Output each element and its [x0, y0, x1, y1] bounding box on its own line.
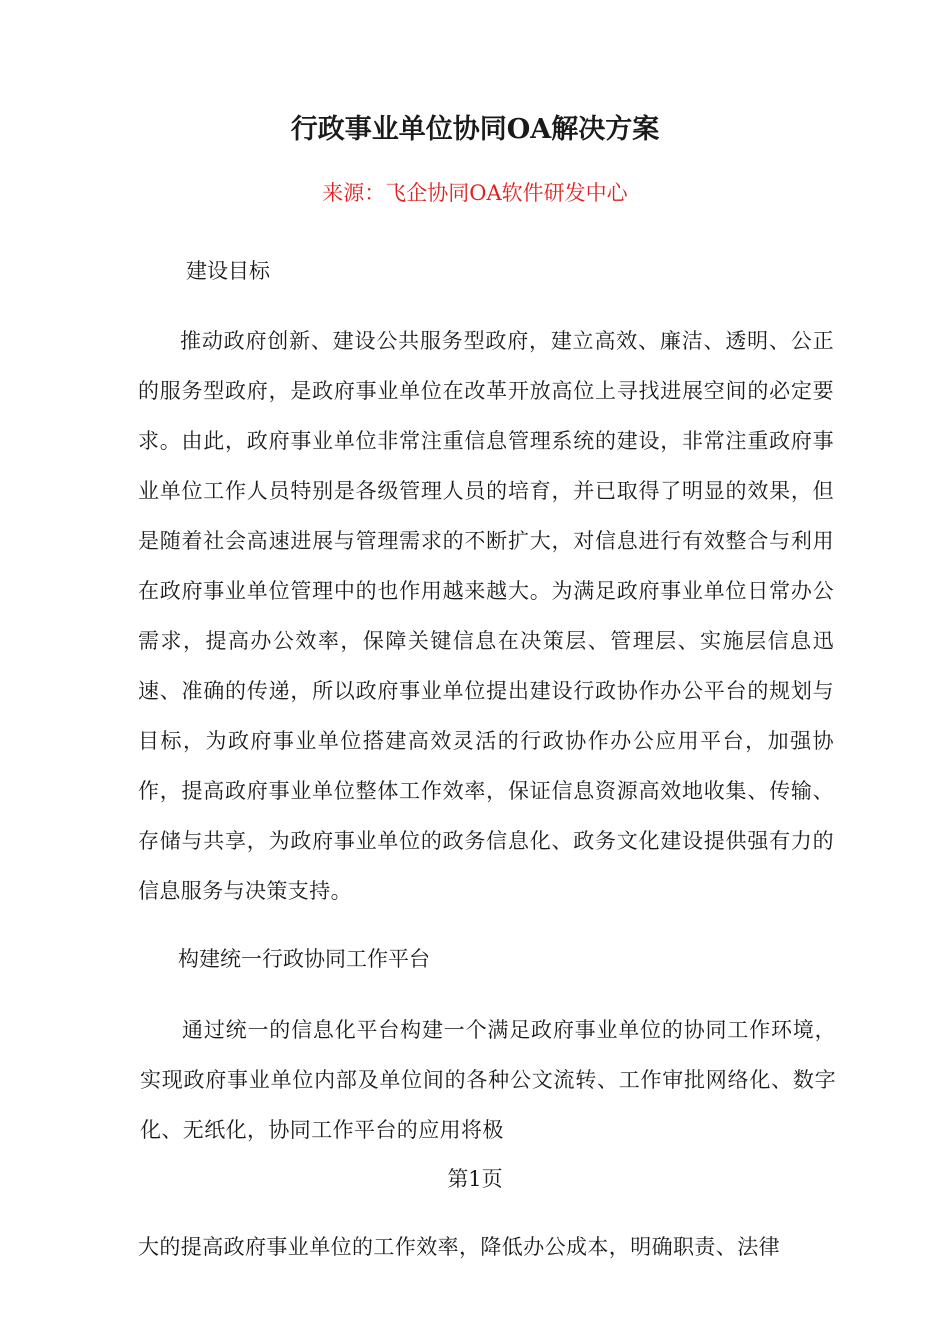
section-body-platform: 通过统一的信息化平台构建一个满足政府事业单位的协同工作环境，实现政府事业单位内部及单位间的各种公文流转、工作审批网络化、数字化、无纸化，协同工作平台的应用将极	[140, 1018, 836, 1142]
document-source: 来源：飞企协同OA软件研发中心	[322, 181, 628, 205]
section-heading-platform: 构建统一行政协同工作平台	[178, 947, 430, 971]
next-page-text: 大的提高政府事业单位的工作效率，降低办公成本，明确职责、法律	[138, 1235, 780, 1259]
section-heading-goals: 建设目标	[186, 259, 270, 283]
page-number: 第1页	[447, 1167, 503, 1191]
section-body-goals: 推动政府创新、建设公共服务型政府，建立高效、廉洁、透明、公正的服务型政府，是政府事业单位在改革开放高位上寻找进展空间的必定要求。由此，政府事业单位非常注重信息管理系统的建设，非常注重政府事业单位工作人员特别是各级管理人员的培育，并已取得了明显的效果，但是随着社会高速进展与管理需求的不断扩大，对信息进行有效整合与利用在政府事业单位管理中的也作用越来越大。为满足政府事业单位日常办公需求，提高办公效率，保障关键信息在决策层、管理层、实施层信息迅速、准确的传递，所以政府事业单位提出建设行政协作办公平台的规划与目标，为政府事业单位搭建高效灵活的行政协作办公应用平台，加强协作，提高政府事业单位整体工作效率，保证信息资源高效地收集、传输、存储与共享，为政府事业单位的政务信息化、政务文化建设提供强有力的信息服务与决策支持。	[138, 329, 834, 903]
document-title: 行政事业单位协同OA解决方案	[290, 114, 660, 145]
